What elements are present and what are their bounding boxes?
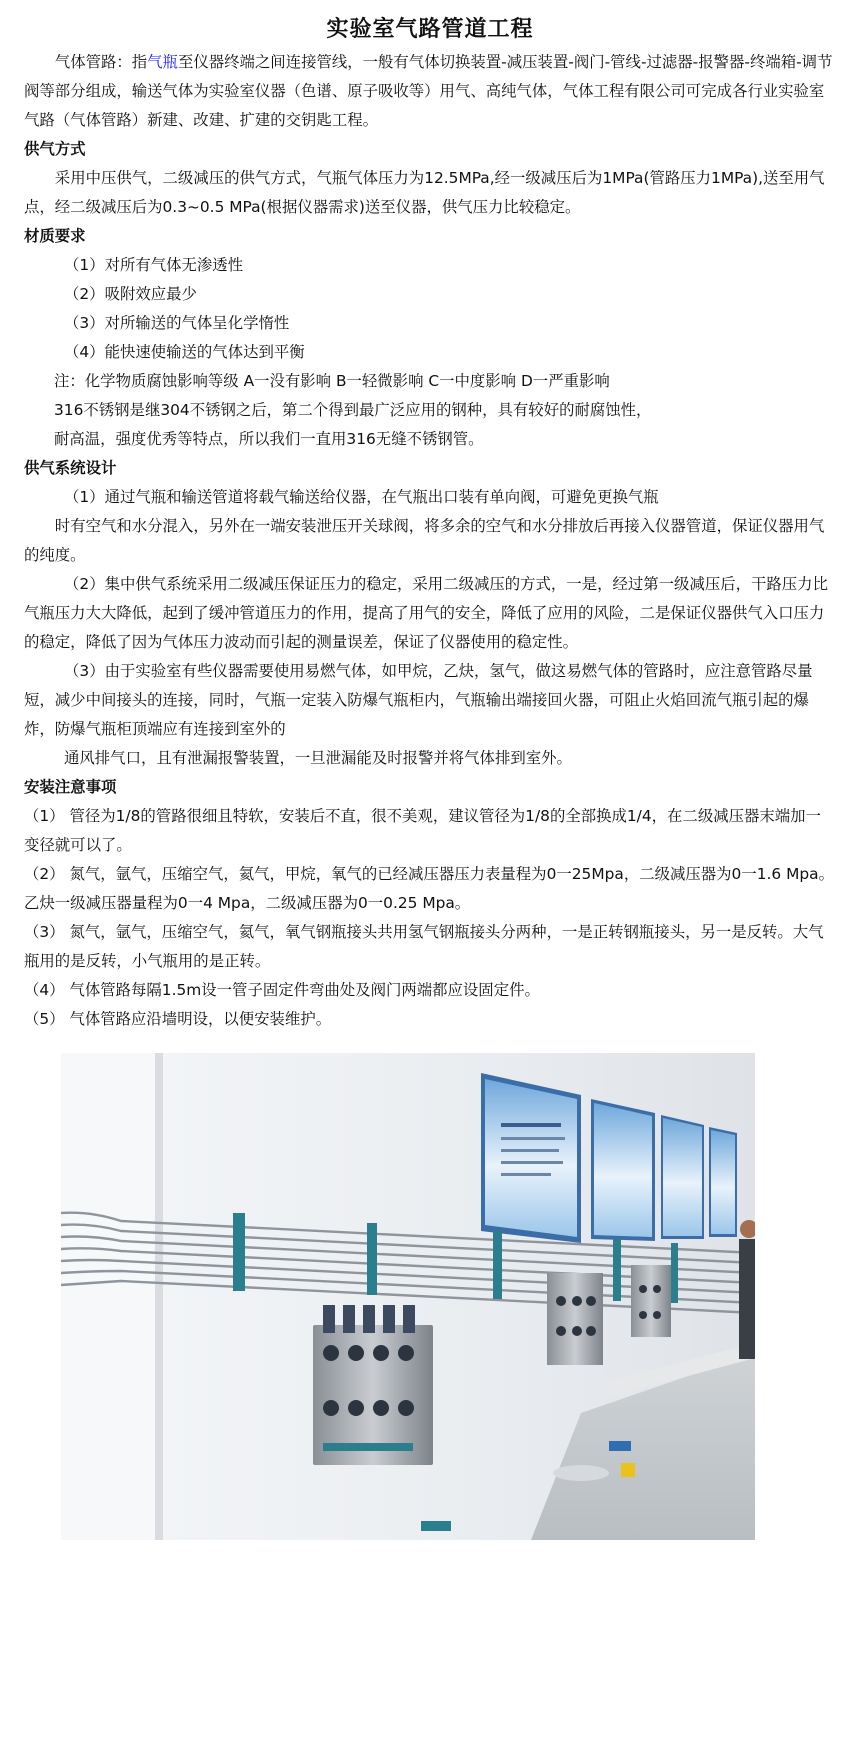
install-item: （2） 氮气，氩气，压缩空气，氦气，甲烷，氧气的已经减压器压力表量程为0一25Mpa，二级减压器为0一1.6 Mpa。乙炔一级减压器量程为0一4 Mpa，二级减压器为0一0.25 Mpa。	[24, 865, 834, 912]
page-title: 实验室气路管道工程	[326, 16, 534, 42]
photo-gas-panel-left	[313, 1305, 433, 1465]
install-item: （1） 管径为1/8的管路很细且特软，安装后不直，很不美观，建议管径为1/8的全部换成1/4，在二级减压器末端加一变径就可以了。	[24, 807, 821, 854]
install-heading: 安装注意事项	[24, 778, 117, 796]
photo-pillar	[61, 1053, 161, 1540]
design-p1-rest: 时有空气和水分混入，另外在一端安装泄压开关球阀，将多余的空气和水分排放后再接入仪器管道，保证仪器用气的纯度。	[24, 517, 825, 564]
photo-illustration	[61, 1053, 755, 1540]
intro-pre: 气体管路：指	[54, 53, 148, 71]
supply-heading: 供气方式	[24, 140, 86, 158]
gas-cylinder-link[interactable]: 气瓶	[147, 53, 178, 71]
install-item: （5） 气体管路应沿墙明设，以便安装维护。	[24, 1010, 332, 1028]
steel-line-2: 耐高温，强度优秀等特点，所以我们一直用316无缝不锈钢管。	[54, 430, 484, 448]
photo-person	[739, 1220, 755, 1359]
material-heading: 材质要求	[24, 227, 86, 245]
material-item: （3）对所输送的气体呈化学惰性	[64, 314, 290, 332]
article	[24, 10, 836, 1034]
material-item: （2）吸附效应最少	[64, 285, 197, 303]
lab-gas-pipeline-photo	[61, 1053, 755, 1540]
steel-line-1: 316不锈钢是继304不锈钢之后，第二个得到最广泛应用的钢种，具有较好的耐腐蚀性，	[54, 401, 652, 419]
intro-post: 至仪器终端之间连接管线，一般有气体切换装置-减压装置-阀门-管线-过滤器-报警器-终端箱-调节阀等部分组成，输送气体为实验室仪器（色谱、原子吸收等）用气、高纯气体，气体工程有限公司可完成各行业实验室气路（气体管路）新建、改建、扩建的交钥匙工程。	[24, 53, 833, 129]
install-item: （3） 氮气，氩气，压缩空气，氦气，氧气钢瓶接头共用氢气钢瓶接头分两种，一是正转钢瓶接头，另一是反转。大气瓶用的是反转，小气瓶用的是正转。	[24, 923, 824, 970]
install-item: （4） 气体管路每隔1.5m设一管子固定件弯曲处及阀门两端都应设固定件。	[24, 981, 540, 999]
design-p3: （3）由于实验室有些仪器需要使用易燃气体，如甲烷，乙炔，氢气，做这易燃气体的管路时，应注意管路尽量短，减少中间接头的连接，同时，气瓶一定装入防爆气瓶柜内，气瓶输出端接回火器，可阻止火焰回流气瓶引起的爆炸，防爆气瓶柜顶端应有连接到室外的	[24, 662, 813, 738]
intro-paragraph	[24, 48, 836, 135]
design-p1-first-line: （1）通过气瓶和输送管道将载气输送给仪器，在气瓶出口装有单向阀，可避免更换气瓶	[64, 488, 659, 506]
material-item: （1）对所有气体无渗透性	[64, 256, 244, 274]
material-note: 注：化学物质腐蚀影响等级 A一没有影响 B一轻微影响 C一中度影响 D一严重影响	[54, 372, 610, 390]
design-p2: （2）集中供气系统采用二级减压保证压力的稳定，采用二级减压的方式，一是，经过第一级减压后，干路压力比气瓶压力大大降低，起到了缓冲管道压力的作用，提高了用气的安全，降低了应用的风险，二是保证仪器供气入口压力的稳定，降低了因为气体压力波动而引起的测量误差，保证了仪器使用的稳定性。	[24, 575, 828, 651]
design-heading: 供气系统设计	[24, 459, 117, 477]
material-item: （4）能快速使输送的气体达到平衡	[64, 343, 305, 361]
supply-paragraph: 采用中压供气，二级减压的供气方式，气瓶气体压力为12.5MPa,经一级减压后为1MPa(管路压力1MPa),送至用气点，经二级减压后为0.3~0.5 MPa(根据仪器需求)送至仪器，供气压力比较稳定。	[24, 169, 825, 216]
design-p3-continued: 通风排气口，且有泄漏报警装置，一旦泄漏能及时报警并将气体排到室外。	[64, 749, 572, 767]
